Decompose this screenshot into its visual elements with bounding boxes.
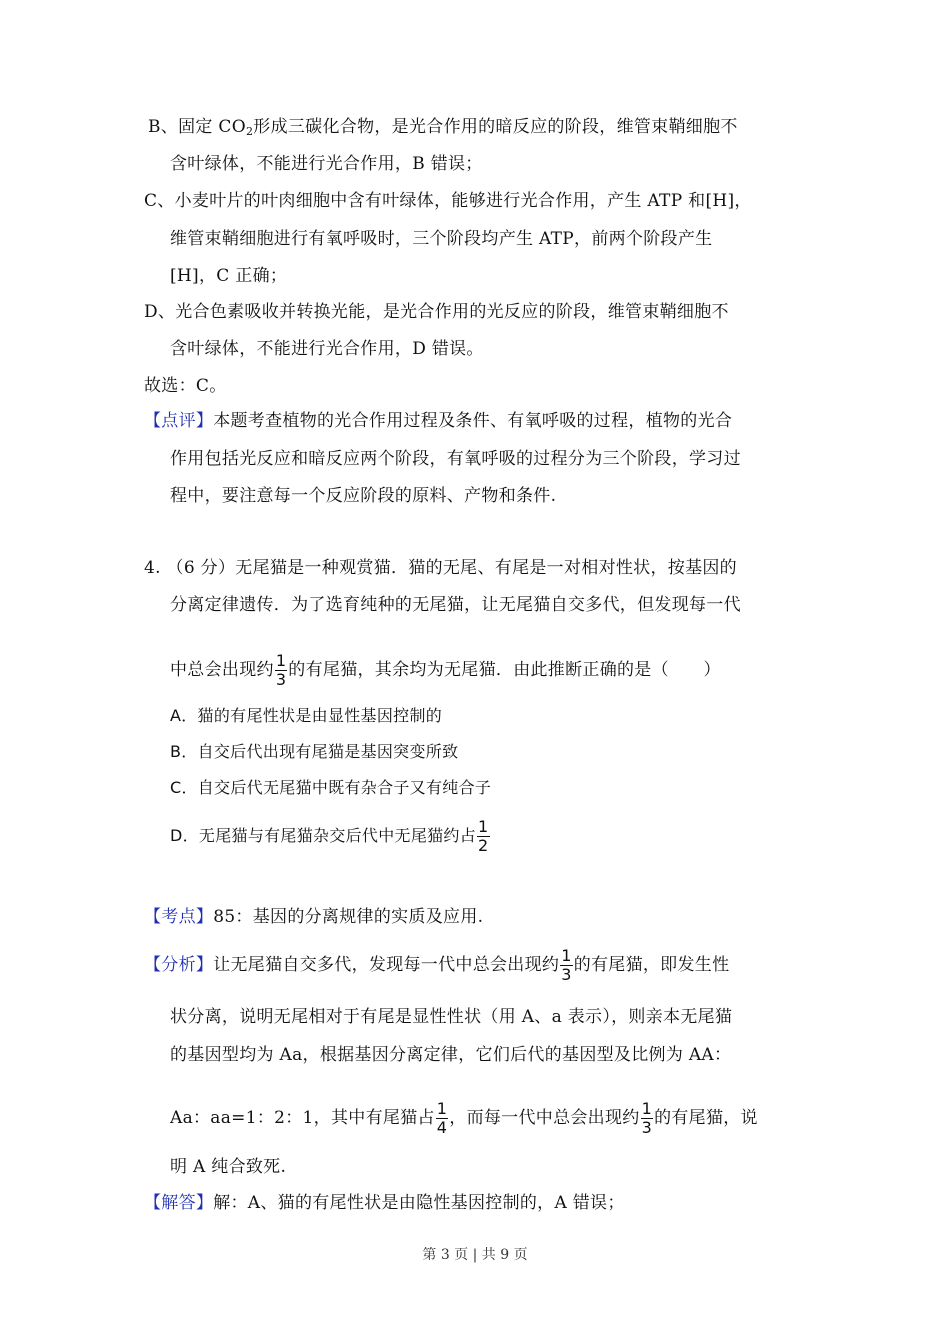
kaodian-line [144, 906, 483, 928]
comment-line2: 作用包括光反应和暗反应两个阶段，有氧呼吸的过程分为三个阶段，学习过 [170, 449, 741, 469]
question-4-line1 [144, 557, 737, 579]
text: 的有尾猫，其余均为无尾猫．由此推断正确的是（ ） [288, 660, 721, 680]
page-footer: 第 3 页 | 共 9 页 [422, 1247, 528, 1263]
numerator: 1 [478, 817, 489, 836]
text: 的有尾猫，说 [654, 1108, 758, 1128]
text: 让无尾猫自交多代，发现每一代中总会出现约 [213, 955, 560, 975]
option-label: C． [170, 778, 198, 797]
jieda-tag: 【解答】 [144, 1193, 214, 1213]
numerator: 1 [641, 1099, 653, 1118]
denominator: 2 [478, 836, 489, 855]
option-text: 无尾猫与有尾猫杂交后代中无尾猫约占 [198, 826, 477, 845]
text: B、固定 CO [148, 117, 246, 137]
comment-tag: 【点评】 [144, 411, 214, 431]
fenxi-line2: 状分离，说明无尾相对于有尾是显性性状（用 A、a 表示），则亲本无尾猫 [170, 1007, 733, 1027]
text: 85：基因的分离规律的实质及应用. [213, 907, 484, 927]
option-c [170, 777, 491, 799]
text: 解：A、猫的有尾性状是由隐性基因控制的，A 错误； [213, 1193, 625, 1213]
comment-line3: 程中，要注意每一个反应阶段的原料、产物和条件. [170, 486, 557, 506]
text: 中总会出现约 [170, 660, 274, 680]
fenxi-line3: 的基因型均为 Aa，根据基因分离定律，它们后代的基因型及比例为 AA： [170, 1045, 732, 1065]
numerator: 1 [561, 946, 572, 965]
fenxi-line1 [144, 945, 729, 985]
text: 形成三碳化合物，是光合作用的暗反应的阶段，维管束鞘细胞不 [253, 117, 738, 137]
kaodian-tag: 【考点】 [144, 907, 214, 927]
solution-option-b-line2: 含叶绿体，不能进行光合作用，B 错误； [170, 154, 483, 174]
numerator: 1 [436, 1099, 448, 1118]
option-label: B． [170, 742, 198, 761]
text: Aa：aa=1：2：1，其中有尾猫占 [170, 1108, 435, 1128]
solution-option-d-line1: D、光合色素吸收并转换光能，是光合作用的光反应的阶段，维管束鞘细胞不 [144, 302, 729, 322]
option-text: 猫的有尾性状是由显性基因控制的 [197, 706, 443, 725]
solution-option-d-line2: 含叶绿体，不能进行光合作用，D 错误。 [170, 339, 484, 359]
option-label: A． [170, 706, 198, 725]
option-text: 自交后代出现有尾猫是基因突变所致 [197, 742, 459, 761]
text: ，而每一代中总会出现约 [449, 1108, 640, 1128]
denominator: 3 [561, 965, 572, 984]
option-text: 自交后代无尾猫中既有杂合子又有纯合子 [197, 778, 492, 797]
text: 本题考查植物的光合作用过程及条件、有氧呼吸的过程，植物的光合 [213, 411, 733, 431]
numerator: 1 [275, 651, 287, 670]
fraction [560, 947, 572, 984]
solution-option-b-line1 [148, 116, 738, 143]
question-number: 4. [144, 558, 161, 578]
option-a [170, 705, 442, 727]
solution-option-c-line3: [H]，C 正确； [170, 266, 288, 286]
option-d [170, 816, 491, 856]
fenxi-tag: 【分析】 [144, 955, 214, 975]
fenxi-line5: 明 A 纯合致死. [170, 1157, 287, 1177]
subscript: 2 [245, 125, 254, 138]
text: 的有尾猫，即发生性 [573, 955, 730, 975]
option-b [170, 741, 458, 763]
question-4-line3 [170, 650, 721, 690]
solution-option-c-line2: 维管束鞘细胞进行有氧呼吸时，三个阶段均产生 ATP，前两个阶段产生 [170, 229, 713, 249]
answer-line: 故选：C。 [144, 376, 227, 396]
fraction [275, 652, 287, 689]
fraction [436, 1100, 448, 1137]
text: （6 分）无尾猫是一种观赏猫．猫的无尾、有尾是一对相对性状，按基因的 [166, 558, 737, 578]
option-label: D． [170, 826, 199, 845]
fenxi-line4 [170, 1098, 758, 1138]
denominator: 4 [436, 1118, 448, 1137]
fraction [641, 1100, 653, 1137]
question-4-line2: 分离定律遗传．为了选育纯种的无尾猫，让无尾猫自交多代，但发现每一代 [170, 595, 741, 615]
jieda-line [144, 1192, 625, 1214]
comment-line1 [144, 410, 732, 432]
denominator: 3 [275, 670, 287, 689]
denominator: 3 [641, 1118, 653, 1137]
solution-option-c-line1: C、小麦叶片的叶肉细胞中含有叶绿体，能够进行光合作用，产生 ATP 和[H]， [144, 191, 752, 211]
fraction [477, 818, 489, 855]
